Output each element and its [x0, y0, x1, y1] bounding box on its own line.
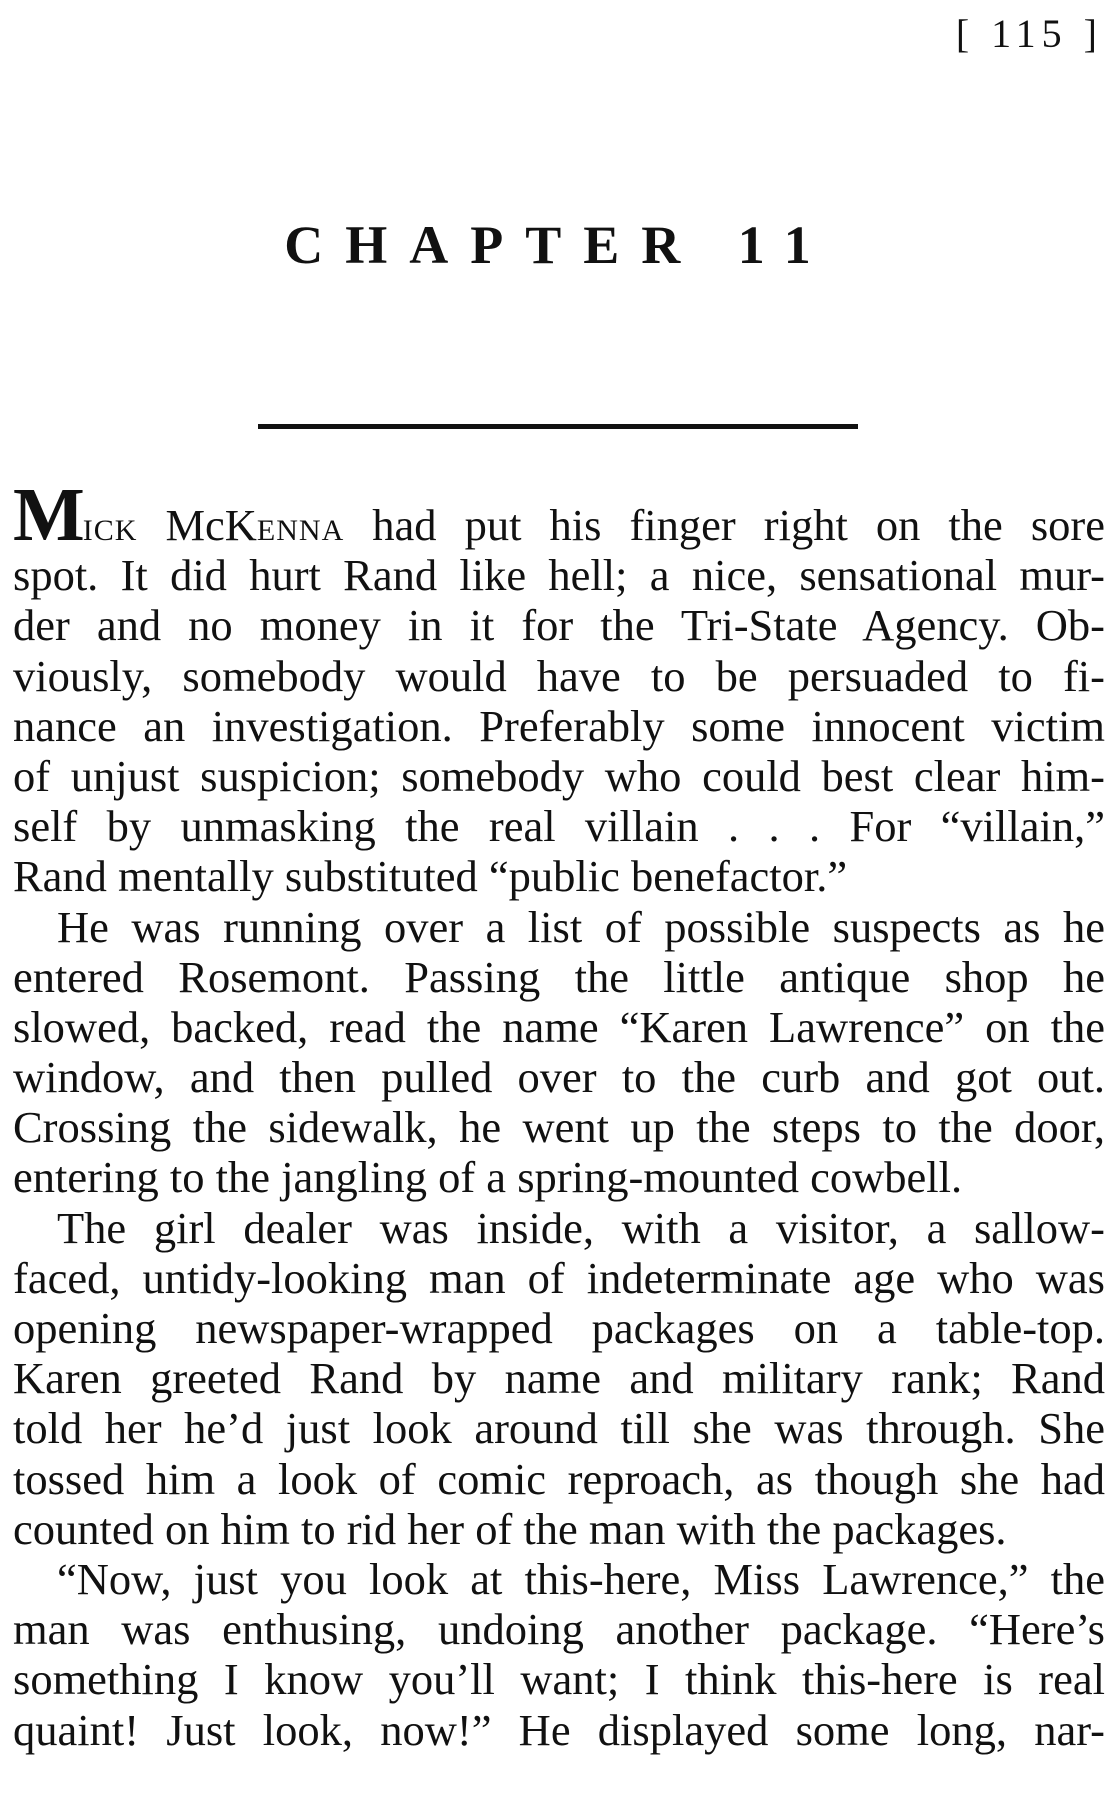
text-line: entering to the jangling of a spring-mounted cowbell.: [13, 1152, 963, 1203]
text-line: tossed him a look of comic reproach, as though she had: [13, 1453, 1105, 1504]
text-line: The girl dealer was inside, with a visitor, a sallow-: [57, 1202, 1105, 1253]
name-initial: McK: [137, 500, 257, 550]
text-line: entered Rosemont. Passing the little antique shop he: [13, 951, 1105, 1002]
text-line: opening newspaper-wrapped packages on a table-top.: [13, 1303, 1105, 1353]
small-caps-text: ENNA: [256, 514, 345, 547]
chapter-heading: CHAPTER 11: [284, 215, 833, 275]
text-line: told her he’d just look around till she was through. She: [13, 1403, 1105, 1454]
text-line: counted on him to rid her of the man with the packages.: [13, 1503, 1007, 1554]
text-line: spot. It did hurt Rand like hell; a nice, sensational mur-: [13, 550, 1105, 601]
text-line: man was enthusing, undoing another package. “Here’s: [13, 1604, 1105, 1655]
text-line: self by unmasking the real villain . . . For “villain,”: [13, 801, 1105, 852]
page-number: [ 115 ]: [955, 11, 1103, 56]
drop-cap: M: [13, 473, 83, 557]
text-line: of unjust suspicion; somebody who could best clear him-: [13, 750, 1105, 801]
text-line-1: [13, 473, 1105, 557]
text-line: slowed, backed, read the name “Karen Lawrence” on the: [13, 1001, 1105, 1052]
text-line: Rand mentally substituted “public benefactor.”: [13, 851, 848, 902]
text-line: “Now, just you look at this-here, Miss Lawrence,” the: [57, 1553, 1105, 1604]
text-line: quaint! Just look, now!” He displayed some long, nar-: [13, 1704, 1105, 1755]
chapter-divider-rule: [258, 424, 858, 429]
text-line: viously, somebody would have to be persuaded to fi-: [13, 650, 1105, 701]
text-line: Crossing the sidewalk, he went up the steps to the door,: [13, 1102, 1105, 1153]
text-line: window, and then pulled over to the curb and got out.: [13, 1052, 1105, 1103]
text-line: der and no money in it for the Tri-State Agency. Ob-: [13, 600, 1105, 651]
chapter-body: [13, 473, 1105, 1755]
text-line: He was running over a list of possible suspects as he: [57, 901, 1105, 952]
text-line: Karen greeted Rand by name and military rank; Rand: [13, 1353, 1105, 1404]
text-line-1-rest: had put his finger right on the sore: [344, 500, 1105, 550]
small-caps-text: ICK: [82, 514, 138, 547]
text-line: nance an investigation. Preferably some innocent victim: [13, 700, 1105, 751]
text-line: faced, untidy-looking man of indeterminate age who was: [13, 1252, 1105, 1303]
text-line: something I know you’ll want; I think this-here is real: [13, 1654, 1105, 1705]
